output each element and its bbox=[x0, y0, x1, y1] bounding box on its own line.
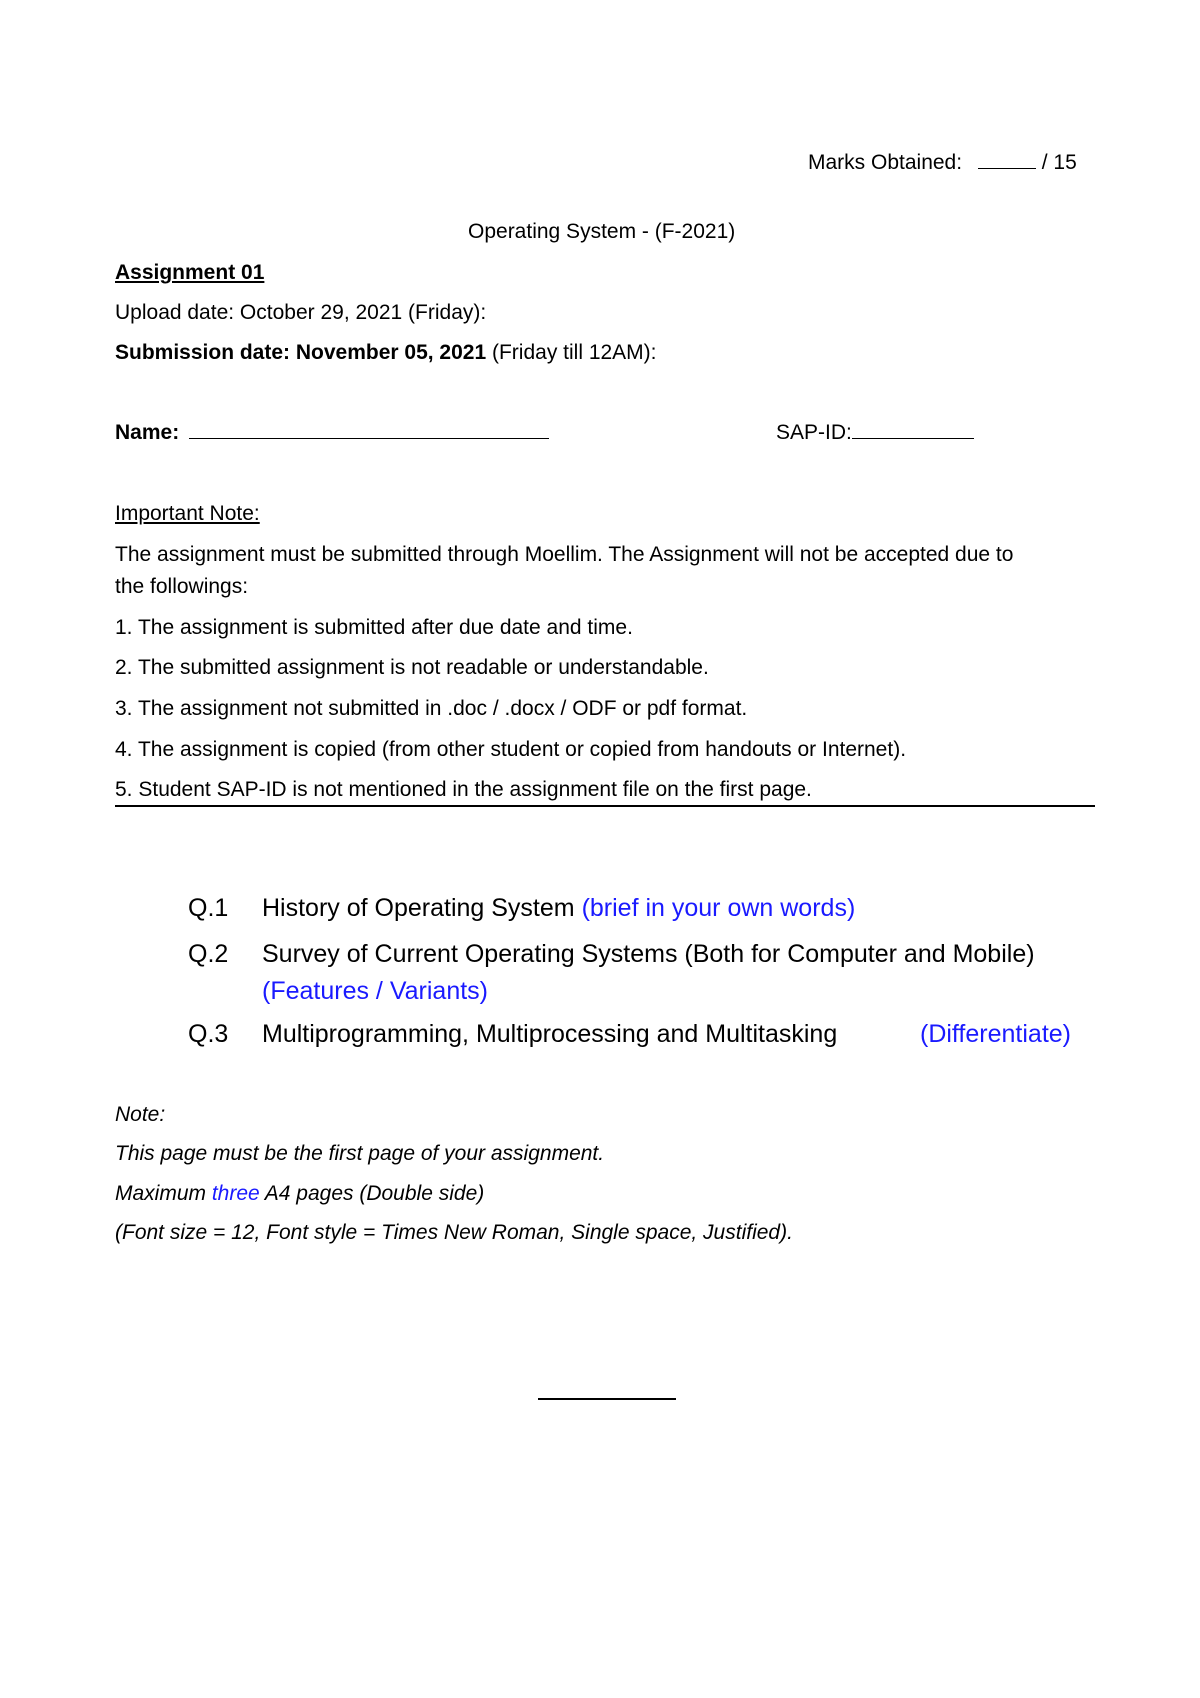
note-heading: Note: bbox=[115, 1103, 166, 1126]
upload-date: Upload date: October 29, 2021 (Friday): bbox=[115, 301, 487, 324]
marks-total: / 15 bbox=[1041, 151, 1077, 174]
question-2-title: Survey of Current Operating Systems (Both for Computer and Mobile) bbox=[262, 940, 1035, 968]
marks-blank[interactable] bbox=[978, 167, 1036, 169]
name-blank[interactable] bbox=[189, 437, 549, 439]
submission-date-bold: Submission date: November 05, 2021 bbox=[115, 341, 487, 364]
rule-item-5: 5. Student SAP-ID is not mentioned in the assignment file on the first page. bbox=[115, 778, 812, 801]
sapid-blank[interactable] bbox=[852, 437, 974, 439]
name-field bbox=[115, 422, 549, 443]
rule-item-3: 3. The assignment not submitted in .doc / .docx / ODF or pdf format. bbox=[115, 697, 748, 720]
course-title: Operating System - (F-2021) bbox=[468, 220, 736, 243]
note-line-1: This page must be the first page of your assignment. bbox=[115, 1142, 605, 1165]
sapid-field bbox=[776, 422, 974, 443]
section-divider bbox=[115, 805, 1095, 807]
note-line-2 bbox=[115, 1183, 484, 1204]
note-line-2-highlight: three bbox=[211, 1182, 260, 1205]
question-1-hint: (brief in your own words) bbox=[581, 894, 856, 922]
question-2-hint: (Features / Variants) bbox=[262, 977, 489, 1005]
important-note-heading: Important Note: bbox=[115, 502, 260, 525]
assignment-title: Assignment 01 bbox=[115, 261, 265, 284]
sapid-label: SAP-ID: bbox=[776, 421, 852, 444]
note-line-2-post: A4 pages (Double side) bbox=[259, 1182, 485, 1205]
rule-item-1: 1. The assignment is submitted after due date and time. bbox=[115, 616, 633, 639]
question-3-number: Q.3 bbox=[188, 1020, 229, 1048]
name-label: Name: bbox=[115, 421, 180, 444]
question-1-title: History of Operating System bbox=[262, 894, 582, 922]
important-note-intro-2: the followings: bbox=[115, 575, 249, 598]
question-1-number: Q.1 bbox=[188, 894, 229, 922]
important-note-intro-1: The assignment must be submitted through Moellim. The Assignment will not be accepted due to bbox=[115, 543, 1014, 566]
signature-line bbox=[538, 1398, 676, 1400]
note-line-3: (Font size = 12, Font style = Times New Roman, Single space, Justified). bbox=[115, 1221, 793, 1244]
question-3-hint: (Differentiate) bbox=[920, 1020, 1071, 1048]
submission-date bbox=[115, 342, 657, 363]
marks-obtained bbox=[808, 152, 1077, 173]
question-3-title: Multiprogramming, Multiprocessing and Multitasking bbox=[262, 1020, 838, 1048]
rule-item-4: 4. The assignment is copied (from other student or copied from handouts or Internet). bbox=[115, 738, 907, 761]
marks-label: Marks Obtained: bbox=[808, 151, 963, 174]
question-2-number: Q.2 bbox=[188, 940, 229, 968]
submission-date-rest: (Friday till 12AM): bbox=[486, 341, 657, 364]
question-1-text bbox=[262, 896, 855, 921]
rule-item-2: 2. The submitted assignment is not readable or understandable. bbox=[115, 656, 709, 679]
note-line-2-pre: Maximum bbox=[115, 1182, 212, 1205]
